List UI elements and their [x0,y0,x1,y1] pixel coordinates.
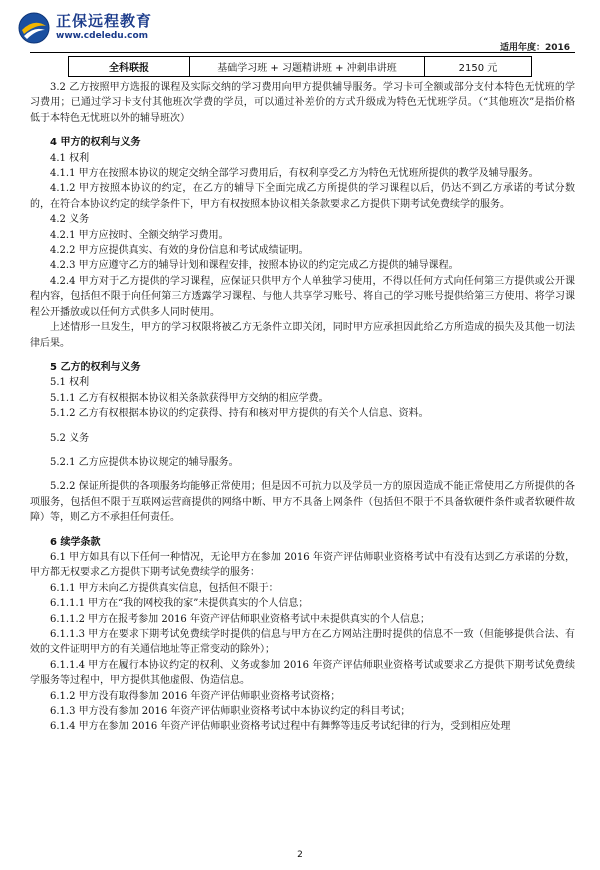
paragraph: 4.1.1 甲方在按照本协议的规定交纳全部学习费用后，有权利享受乙方为特色无忧班所提供的教学及辅导服务。 [50,168,539,180]
course-classes-cell: 基础学习班 + 习题精讲班 + 冲刺串讲班 [190,57,425,77]
paragraph: 6.1.1.4 甲方在履行本协议约定的权利、义务或参加 2016 年资产评估师职业资格考试或要求乙方提供下期考试免费续学服务等过程中，甲方提供其他虚假、伪造信息。 [30,659,575,687]
paragraph: 5.2.1 乙方应提供本协议规定的辅导服务。 [50,456,239,468]
paragraph: 4.2 义务 [50,214,90,226]
section-heading: 6 续学条款 [50,536,101,548]
course-price-cell: 2150 元 [425,57,532,77]
paragraph: 4.2.3 甲方应遵守乙方的辅导计划和课程安排，按照本协议的约定完成乙方提供的辅导课程。 [50,260,459,272]
table-row [69,57,532,77]
paragraph: 5.2.2 保证所提供的各项服务均能够正常使用；但是因不可抗力以及学员一方的原因造成不能正常使用乙方所提供的各项服务，包括但不限于互联网运营商提供的网络中断、甲方不具备上网条件（包括但不限于不具备软硬件条件或者软硬件故障）等，则乙方不承担任何责任。 [30,481,575,524]
course-table [68,56,532,77]
paragraph: 6.1 甲方如具有以下任何一种情况，无论甲方在参加 2016 年资产评估师职业资格考试中有没有达到乙方承诺的分数，甲方都无权要求乙方提供下期考试免费续学的服务： [30,551,575,579]
brand-url: www.cdeledu.com [56,31,149,41]
paragraph: 5.1.2 乙方有权根据本协议的约定获得、持有和核对甲方提供的有关个人信息、资料。 [50,408,429,420]
paragraph: 4.2.4 甲方对于乙方提供的学习课程，应保证只供甲方个人单独学习使用，不得以任何方式向任何第三方提供或公开课程内容，包括但不限于向任何第三方透露学习课程、与他人共享学习账号、将自己的学习账号提供给第三方使用、将学习课程公开播放或以任何方式供多人同时使用。 [30,275,575,318]
section-heading: 4 甲方的权利与义务 [50,137,141,149]
paragraph: 上述情形一旦发生，甲方的学习权限将被乙方无条件立即关闭，同时甲方应承担因此给乙方所造成的损失及其他一切法律后果。 [30,322,575,349]
paragraph: 6.1.1.2 甲方在报考参加 2016 年资产评估师职业资格考试中未提供真实的个人信息； [50,613,430,625]
header-divider [30,52,575,53]
paragraph: 5.1 权利 [50,377,90,389]
paragraph: 6.1.3 甲方没有参加 2016 年资产评估师职业资格考试中本协议约定的科目考试； [50,706,411,718]
paragraph: 6.1.4 甲方在参加 2016 年资产评估师职业资格考试过程中有舞弊等违反考试纪律的行为，受到相应处理 [50,721,511,733]
section-heading: 5 乙方的权利与义务 [50,361,141,373]
paragraph: 5.2 义务 [50,432,90,444]
paragraph: 4.1.2 甲方按照本协议的约定，在乙方的辅导下全面完成乙方所提供的学习课程以后，仍达不到乙方承诺的考试分数的，在符合本协议约定的续学条件下，甲方有权按照本协议相关条款要求乙方提供下期考试免费续学的服务。 [30,183,575,210]
agreement-body [30,80,575,735]
paragraph: 4.1 权利 [50,152,90,164]
page-number: 2 [297,850,303,860]
paragraph: 6.1.1.1 甲方在“我的网校我的家”未提供真实的个人信息； [50,598,309,610]
paragraph: 6.1.1.3 甲方在要求下期考试免费续学时提供的信息与甲方在乙方网站注册时提供的信息不一致（但能够提供合法、有效的文件证明甲方的有关通信地址等正常变动的除外）； [30,629,575,656]
logo-icon [18,12,50,44]
paragraph: 6.1.2 甲方没有取得参加 2016 年资产评估师职业资格考试资格； [50,690,341,702]
paragraph: 4.2.1 甲方应按时、全额交纳学习费用。 [50,229,229,241]
paragraph: 4.2.2 甲方应提供真实、有效的身份信息和考试成绩证明。 [50,245,309,257]
page-header [0,0,600,54]
paragraph: 5.1.1 乙方有权根据本协议相关条款获得甲方交纳的相应学费。 [50,392,329,404]
course-name-cell: 全科联报 [69,57,190,77]
paragraph: 3.2 乙方按照甲方选报的课程及实际交纳的学习费用向甲方提供辅导服务。学习卡可全额或部分支付本特色无忧班的学习费用；已通过学习卡支付其他班次学费的学员，可以通过补差价的方式升级成为特色无忧班学员。（“其他班次”是指价格低于本特色无忧班以外的辅导班次） [30,82,575,124]
applicable-year: 适用年度：2016 [499,43,570,53]
brand-name: 正保远程教育 [56,12,153,30]
paragraph: 6.1.1 甲方未向乙方提供真实信息，包括但不限于： [50,582,279,594]
